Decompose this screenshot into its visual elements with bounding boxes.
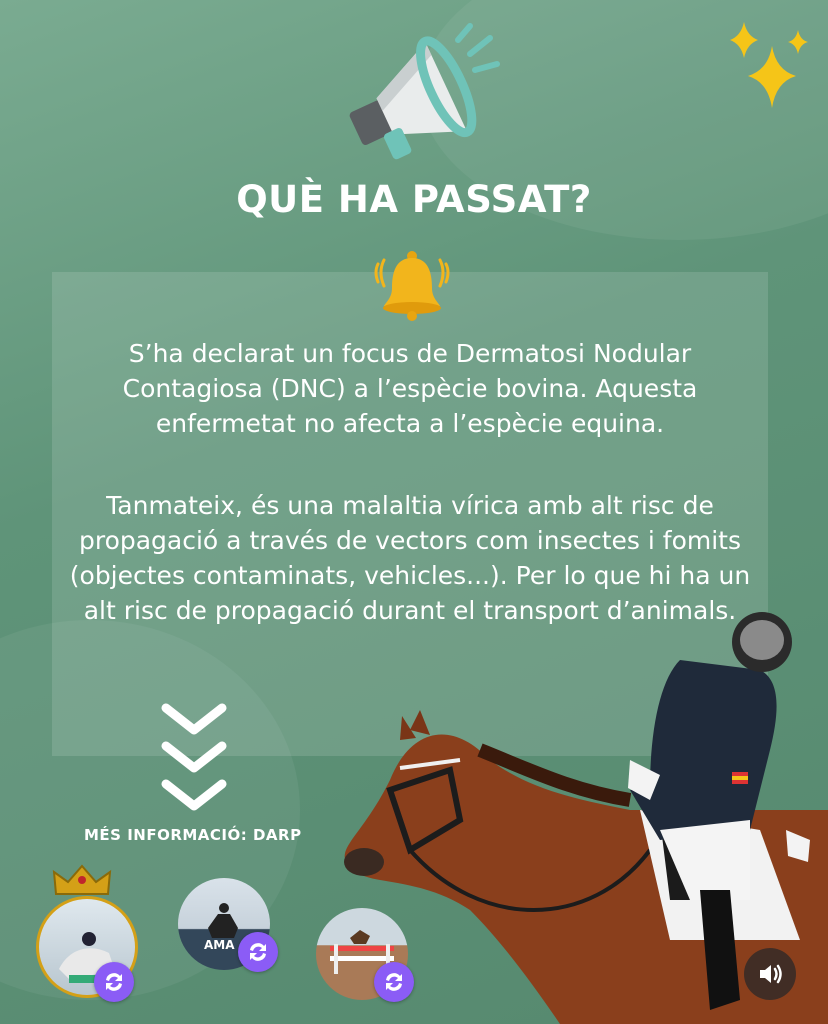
paragraph-risk: Tanmateix, és una malaltia vírica amb alt risc de propagació a través de vectors com insectes i fomits (objectes contaminats, vehicles...). Per lo que hi ha un alt risc de propagació durant el transport d’animals. — [69, 491, 751, 625]
sparkles-icon — [722, 18, 812, 114]
avatar-ama-text: AMA — [204, 938, 235, 952]
volume-icon — [744, 948, 796, 1000]
paragraph-intro: S’ha declarat un focus de Dermatosi Nodular Contagiosa (DNC) a l’espècie bovina. Aquesta enfermetat no afecta a l’espècie equina. — [122, 339, 698, 438]
megaphone-icon — [330, 18, 500, 168]
repost-badge[interactable] — [238, 932, 278, 972]
avatar-ama[interactable] — [178, 878, 288, 978]
mute-toggle-button[interactable] — [744, 948, 796, 1000]
repost-badge[interactable] — [374, 962, 414, 1002]
chevrons-down-icon — [160, 700, 228, 818]
repost-icon — [374, 962, 414, 1002]
repost-icon — [94, 962, 134, 1002]
crown-icon — [50, 862, 114, 898]
more-info-label: MÉS INFORMACIÓ: DARP — [84, 826, 302, 844]
avatar-federation[interactable] — [30, 862, 140, 1004]
post-title: QUÈ HA PASSAT? — [236, 178, 592, 221]
repost-icon — [238, 932, 278, 972]
repost-badge[interactable] — [94, 962, 134, 1002]
avatar-jumping[interactable] — [316, 908, 426, 1008]
bell-icon — [370, 242, 454, 322]
